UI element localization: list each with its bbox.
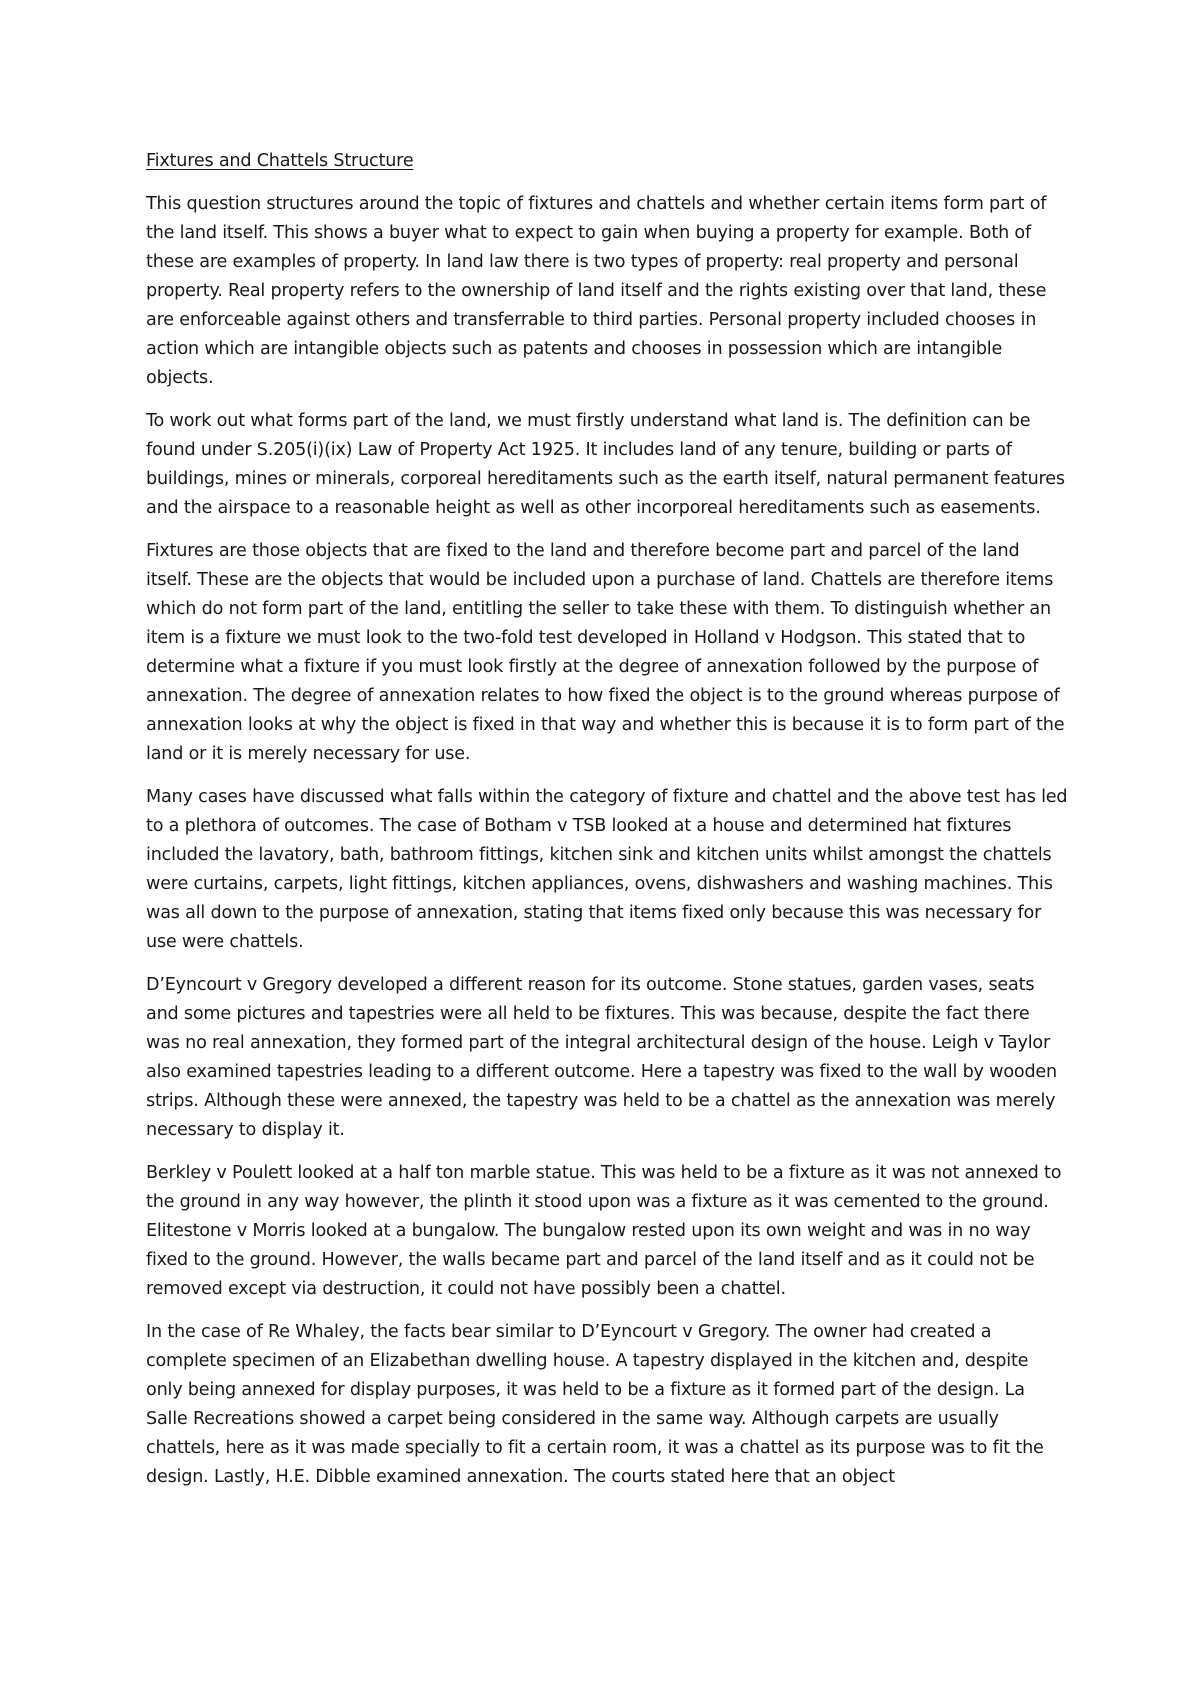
paragraph-deyncourt-v-gregory: D’Eyncourt v Gregory developed a different reason for its outcome. Stone statues, garden vases, seats and some pictures and tapestries were all held to be fixtures. This was because, despite the fact there was no real annexation, they formed part of the integral architectural design of the house. Leigh v Taylor also examined tapestries leading to a different outcome. Here a tapestry was fixed to the wall by wooden strips. Although these were annexed, the tapestry was held to be a chattel as the annexation was merely necessary to display it. bbox=[146, 975, 1057, 1140]
paragraph-fixtures-and-chattels: Fixtures are those objects that are fixed to the land and therefore become part and parcel of the land itself. These are the objects that would be included upon a purchase of land. Chattels are therefore items which do not form part of the land, entitling the seller to take these with them. To distinguish whether an item is a fixture we must look to the two-fold test developed in Holland v Hodgson. This stated that to determine what a fixture if you must look firstly at the degree of annexation followed by the purpose of annexation. The degree of annexation relates to how fixed the object is to the ground whereas purpose of annexation looks at why the object is fixed in that way and whether this is because it is to form part of the land or it is merely necessary for use. bbox=[146, 541, 1065, 764]
paragraph-re-whaley: In the case of Re Whaley, the facts bear similar to D’Eyncourt v Gregory. The owner had created a complete specimen of an Elizabethan dwelling house. A tapestry displayed in the kitchen and, despite only being annexed for display purposes, it was held to be a fixture as it formed part of the design. La Salle Recreations showed a carpet being considered in the same way. Although carpets are usually chattels, here as it was made specially to fit a certain room, it was a chattel as its purpose was to fit the design. Lastly, H.E. Dibble examined annexation. The courts stated here that an object bbox=[146, 1322, 1044, 1487]
document-body bbox=[146, 147, 1068, 1506]
paragraph-definition-of-land: To work out what forms part of the land, we must firstly understand what land is. The definition can be found under S.205(i)(ix) Law of Property Act 1925. It includes land of any tenure, building or parts of buildings, mines or minerals, corporeal hereditaments such as the earth itself, natural permanent features and the airspace to a reasonable height as well as other incorporeal hereditaments such as easements. bbox=[146, 411, 1065, 518]
paragraph-introduction: This question structures around the topic of fixtures and chattels and whether certain items form part of the land itself. This shows a buyer what to expect to gain when buying a property for example. Both of these are examples of property. In land law there is two types of property: real property and personal property. Real property refers to the ownership of land itself and the rights existing over that land, these are enforceable against others and transferrable to third parties. Personal property included chooses in action which are intangible objects such as patents and chooses in possession which are intangible objects. bbox=[146, 194, 1047, 388]
paragraph-botham-v-tsb: Many cases have discussed what falls within the category of fixture and chattel and the above test has led to a plethora of outcomes. The case of Botham v TSB looked at a house and determined hat fixtures included the lavatory, bath, bathroom fittings, kitchen sink and kitchen units whilst amongst the chattels were curtains, carpets, light fittings, kitchen appliances, ovens, dishwashers and washing machines. This was all down to the purpose of annexation, stating that items fixed only because this was necessary for use were chattels. bbox=[146, 787, 1068, 952]
document-title: Fixtures and Chattels Structure bbox=[146, 151, 414, 171]
paragraph-berkley-v-poulett: Berkley v Poulett looked at a half ton marble statue. This was held to be a fixture as it was not annexed to the ground in any way however, the plinth it stood upon was a fixture as it was cemented to the ground. Elitestone v Morris looked at a bungalow. The bungalow rested upon its own weight and was in no way fixed to the ground. However, the walls became part and parcel of the land itself and as it could not be removed except via destruction, it could not have possibly been a chattel. bbox=[146, 1163, 1062, 1299]
